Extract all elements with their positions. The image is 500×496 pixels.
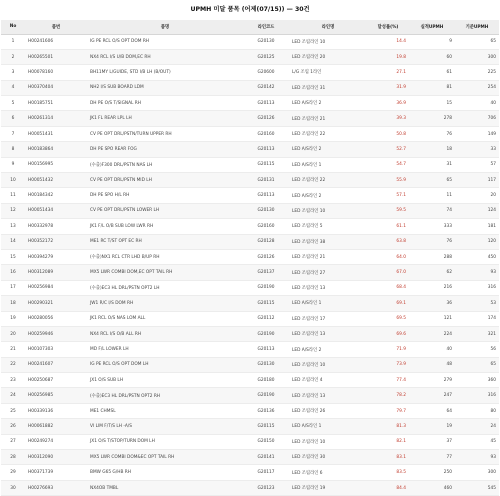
cell-actual-upmh: 48 (409, 357, 455, 372)
table-row (1, 450, 499, 465)
cell-target-upmh: 300 (455, 465, 499, 480)
cell-line-code: G20112 (243, 311, 289, 326)
cell-achievement: 84.4 (367, 480, 409, 495)
cell-actual-upmh: 460 (409, 480, 455, 495)
cell-target-upmh: 181 (455, 219, 499, 234)
cell-line-code: G20125 (243, 49, 289, 64)
cell-actual-upmh: 15 (409, 96, 455, 111)
cell-part-name: VI LIM F/T/S LH -A/S (87, 419, 243, 434)
cell-line-name: LED 조립라인 31 (289, 80, 367, 95)
cell-line-code: G20123 (243, 480, 289, 495)
cell-no: 25 (1, 403, 25, 418)
cell-part-no: H00156995 (25, 157, 87, 172)
cell-achievement: 71.9 (367, 342, 409, 357)
cell-actual-upmh: 278 (409, 111, 455, 126)
cell-achievement: 83.5 (367, 465, 409, 480)
cell-line-code: G20128 (243, 234, 289, 249)
cell-achievement: 50.8 (367, 126, 409, 141)
cell-achievement: 14.4 (367, 34, 409, 49)
cell-actual-upmh: 36 (409, 296, 455, 311)
cell-line-name: LED A/S라인 2 (289, 188, 367, 203)
cell-actual-upmh: 74 (409, 203, 455, 218)
cell-line-name: LED 조립라인 30 (289, 450, 367, 465)
cell-part-name: (수출)F300 DRL/PSTN NAS LH (87, 157, 243, 172)
cell-actual-upmh: 76 (409, 234, 455, 249)
cell-part-no: H00259946 (25, 326, 87, 341)
cell-target-upmh: 24 (455, 419, 499, 434)
cell-part-name: ME1 CHMSL (87, 403, 243, 418)
col-header-line-code: 라인코드 (243, 20, 289, 34)
cell-target-upmh: 124 (455, 203, 499, 218)
cell-no: 3 (1, 65, 25, 80)
upmh-table (1, 20, 499, 496)
cell-part-name: (수출)EC3 HL DRL/PSTN OPT2 LH (87, 280, 243, 295)
cell-line-name: LED 조립라인 22 (289, 173, 367, 188)
cell-line-name: LED 조립라인 6 (289, 465, 367, 480)
cell-part-name: IG PE RCL O/S OPT DOM LH (87, 357, 243, 372)
table-row (1, 188, 499, 203)
cell-line-name: LED 조립라인 20 (289, 49, 367, 64)
cell-part-name: CV PE OPT DRL/PSTN/TURN UPPER RH (87, 126, 243, 141)
cell-actual-upmh: 279 (409, 373, 455, 388)
cell-part-name: MD F/L LOWER LH (87, 342, 243, 357)
cell-part-name: JK1 FL REAR LPL LH (87, 111, 243, 126)
cell-achievement: 83.1 (367, 450, 409, 465)
cell-line-code: G20190 (243, 280, 289, 295)
cell-achievement: 68.4 (367, 280, 409, 295)
cell-target-upmh: 360 (455, 373, 499, 388)
cell-target-upmh: 254 (455, 80, 499, 95)
cell-part-no: H00051434 (25, 203, 87, 218)
table-row (1, 480, 499, 495)
cell-part-no: H00312090 (25, 450, 87, 465)
cell-part-no: H00280056 (25, 311, 87, 326)
cell-line-name: LED 조립라인 13 (289, 280, 367, 295)
cell-no: 2 (1, 49, 25, 64)
cell-part-no: H00061882 (25, 419, 87, 434)
table-row (1, 203, 499, 218)
table-row (1, 280, 499, 295)
cell-line-code: G20142 (243, 80, 289, 95)
cell-achievement: 67.0 (367, 265, 409, 280)
col-header-line-name: 라인명 (289, 20, 367, 34)
cell-line-name: LED A/S라인 2 (289, 342, 367, 357)
cell-achievement: 82.1 (367, 434, 409, 449)
table-row (1, 311, 499, 326)
cell-line-name: LED 조립라인 5 (289, 219, 367, 234)
table-row (1, 465, 499, 480)
col-header-part-name: 품명 (87, 20, 243, 34)
cell-no: 23 (1, 373, 25, 388)
table-row (1, 357, 499, 372)
cell-target-upmh: 545 (455, 480, 499, 495)
cell-line-code: G20136 (243, 403, 289, 418)
table-row (1, 249, 499, 264)
cell-no: 1 (1, 34, 25, 49)
cell-no: 9 (1, 157, 25, 172)
cell-line-code: G20150 (243, 434, 289, 449)
cell-achievement: 77.4 (367, 373, 409, 388)
cell-line-code: G20115 (243, 296, 289, 311)
cell-no: 19 (1, 311, 25, 326)
cell-no: 17 (1, 280, 25, 295)
cell-actual-upmh: 216 (409, 280, 455, 295)
table-row (1, 296, 499, 311)
cell-achievement: 19.8 (367, 49, 409, 64)
cell-actual-upmh: 247 (409, 388, 455, 403)
cell-line-name: LED 조립라인 17 (289, 311, 367, 326)
cell-actual-upmh: 224 (409, 326, 455, 341)
cell-part-no: H00249274 (25, 434, 87, 449)
cell-part-no: H00370404 (25, 80, 87, 95)
cell-no: 7 (1, 126, 25, 141)
cell-achievement: 54.7 (367, 157, 409, 172)
cell-no: 14 (1, 234, 25, 249)
cell-line-name: LED A/S라인 1 (289, 157, 367, 172)
cell-target-upmh: 174 (455, 311, 499, 326)
cell-no: 28 (1, 450, 25, 465)
cell-part-no: H00107303 (25, 342, 87, 357)
cell-achievement: 63.8 (367, 234, 409, 249)
table-row (1, 34, 499, 49)
table-row (1, 342, 499, 357)
cell-no: 6 (1, 111, 25, 126)
cell-actual-upmh: 40 (409, 342, 455, 357)
cell-part-name: DH PE O/S T/SIGNAL RH (87, 96, 243, 111)
cell-no: 29 (1, 465, 25, 480)
cell-no: 11 (1, 188, 25, 203)
cell-line-code: G20126 (243, 111, 289, 126)
cell-line-code: G20113 (243, 342, 289, 357)
cell-part-name: DH PE SPO H/L RH (87, 188, 243, 203)
cell-actual-upmh: 288 (409, 249, 455, 264)
cell-part-no: H00339136 (25, 403, 87, 418)
table-row (1, 142, 499, 157)
cell-part-name: NX4 RCL I/S U/B DOM,EC RH (87, 49, 243, 64)
cell-target-upmh: 56 (455, 342, 499, 357)
cell-target-upmh: 53 (455, 296, 499, 311)
cell-actual-upmh: 77 (409, 450, 455, 465)
cell-actual-upmh: 9 (409, 34, 455, 49)
cell-part-name: IG PE RCL O/S OPT DOM RH (87, 34, 243, 49)
cell-target-upmh: 225 (455, 65, 499, 80)
report-title: UPMH 미달 품목 (어제(07/15)) — 30건 (190, 6, 310, 13)
cell-actual-upmh: 62 (409, 265, 455, 280)
cell-target-upmh: 300 (455, 49, 499, 64)
cell-line-name: L/G 조립 1라인 (289, 65, 367, 80)
cell-achievement: 61.1 (367, 219, 409, 234)
table-body (1, 34, 499, 496)
cell-line-name: LED A/S라인 2 (289, 96, 367, 111)
table-row (1, 434, 499, 449)
cell-achievement: 57.1 (367, 188, 409, 203)
cell-line-name: LED A/S라인 2 (289, 142, 367, 157)
cell-target-upmh: 93 (455, 265, 499, 280)
cell-line-name: LED 조립라인 10 (289, 434, 367, 449)
cell-achievement: 64.0 (367, 249, 409, 264)
cell-line-name: LED 조립라인 27 (289, 265, 367, 280)
cell-actual-upmh: 37 (409, 434, 455, 449)
cell-line-name: LED 조립라인 38 (289, 234, 367, 249)
cell-line-code: G20160 (243, 126, 289, 141)
table-row (1, 373, 499, 388)
cell-actual-upmh: 81 (409, 80, 455, 95)
cell-achievement: 55.9 (367, 173, 409, 188)
cell-actual-upmh: 11 (409, 188, 455, 203)
cell-no: 12 (1, 203, 25, 218)
cell-part-name: BH11MY L/GUIDE, STD I/B LH (B/OUT) (87, 65, 243, 80)
cell-no: 4 (1, 80, 25, 95)
cell-part-name: DH PE SPO REAR FOG (87, 142, 243, 157)
cell-line-code: G20115 (243, 157, 289, 172)
cell-part-no: H00256984 (25, 280, 87, 295)
cell-no: 20 (1, 326, 25, 341)
cell-no: 18 (1, 296, 25, 311)
cell-no: 27 (1, 434, 25, 449)
cell-actual-upmh: 65 (409, 173, 455, 188)
cell-no: 10 (1, 173, 25, 188)
cell-line-code: G20130 (243, 34, 289, 49)
cell-line-name: LED A/S라인 1 (289, 419, 367, 434)
cell-no: 13 (1, 219, 25, 234)
cell-no: 5 (1, 96, 25, 111)
cell-part-name: JX1 O/S SUB LH (87, 373, 243, 388)
cell-target-upmh: 117 (455, 173, 499, 188)
cell-part-name: JX1 O/S T/STOP/TURN DOM LH (87, 434, 243, 449)
cell-part-no: H00290321 (25, 296, 87, 311)
col-header-no: No (1, 20, 25, 34)
cell-achievement: 36.9 (367, 96, 409, 111)
cell-line-code: G20131 (243, 173, 289, 188)
cell-achievement: 27.1 (367, 65, 409, 80)
cell-target-upmh: 706 (455, 111, 499, 126)
cell-part-no: H00185751 (25, 96, 87, 111)
col-header-target-upmh: 기준UPMH (455, 20, 499, 34)
cell-part-name: JK1 F/L O/B SUB LOW LWR RH (87, 219, 243, 234)
cell-line-code: G20113 (243, 188, 289, 203)
table-header-row (1, 20, 499, 34)
cell-part-no: H00241607 (25, 357, 87, 372)
cell-achievement: 52.7 (367, 142, 409, 157)
cell-target-upmh: 316 (455, 280, 499, 295)
cell-part-no: H00312089 (25, 265, 87, 280)
col-header-achievement: 달성률(%) (367, 20, 409, 34)
table-row (1, 326, 499, 341)
table-row (1, 65, 499, 80)
cell-part-name: (수출)NX1 RCL CTR LHD B/UP RH (87, 249, 243, 264)
cell-part-no: H00371739 (25, 465, 87, 480)
cell-line-code: G20190 (243, 388, 289, 403)
cell-line-name: LED 조립라인 13 (289, 326, 367, 341)
cell-no: 21 (1, 342, 25, 357)
cell-no: 24 (1, 388, 25, 403)
cell-part-name: NX4OB TMBL (87, 480, 243, 495)
cell-actual-upmh: 64 (409, 403, 455, 418)
cell-part-name: (수출)EC3 HL DRL/PSTN OPT2 RH (87, 388, 243, 403)
cell-line-name: LED 조립라인 13 (289, 388, 367, 403)
cell-part-no: H00276693 (25, 480, 87, 495)
cell-line-code: G20160 (243, 219, 289, 234)
table-row (1, 419, 499, 434)
cell-target-upmh: 20 (455, 188, 499, 203)
cell-target-upmh: 93 (455, 450, 499, 465)
cell-achievement: 73.9 (367, 357, 409, 372)
cell-no: 16 (1, 265, 25, 280)
cell-achievement: 59.5 (367, 203, 409, 218)
cell-actual-upmh: 31 (409, 157, 455, 172)
cell-part-no: H00078160 (25, 65, 87, 80)
cell-line-name: LED 조립라인 19 (289, 480, 367, 495)
cell-part-no: H00256985 (25, 388, 87, 403)
cell-target-upmh: 450 (455, 249, 499, 264)
cell-line-code: G20117 (243, 465, 289, 480)
cell-line-code: G20130 (243, 357, 289, 372)
table-row (1, 219, 499, 234)
cell-target-upmh: 149 (455, 126, 499, 141)
cell-line-name: LED 조립라인 4 (289, 373, 367, 388)
cell-target-upmh: 65 (455, 357, 499, 372)
cell-part-name: CV PE OPT DRL/PSTN MID LH (87, 173, 243, 188)
table-row (1, 111, 499, 126)
table-row (1, 403, 499, 418)
cell-achievement: 31.9 (367, 80, 409, 95)
cell-target-upmh: 80 (455, 403, 499, 418)
cell-target-upmh: 57 (455, 157, 499, 172)
cell-target-upmh: 45 (455, 434, 499, 449)
table-row (1, 96, 499, 111)
cell-part-name: NX4 RCL I/S O/B ALL RH (87, 326, 243, 341)
cell-line-code: G20113 (243, 142, 289, 157)
cell-part-name: MX5 LWR COMBI DOM,EC OPT TAIL RH (87, 265, 243, 280)
table-row (1, 157, 499, 172)
cell-part-no: H00051431 (25, 126, 87, 141)
cell-line-code: G20130 (243, 203, 289, 218)
cell-line-name: LED 조립라인 10 (289, 34, 367, 49)
cell-part-no: H00184342 (25, 188, 87, 203)
cell-line-code: G20115 (243, 419, 289, 434)
table-row (1, 173, 499, 188)
cell-line-name: LED 조립라인 21 (289, 111, 367, 126)
cell-actual-upmh: 121 (409, 311, 455, 326)
cell-no: 22 (1, 357, 25, 372)
cell-part-name: NH2 I/S SUB BOARD LDM (87, 80, 243, 95)
cell-line-code: G20600 (243, 65, 289, 80)
cell-part-name: MX5 LWR COMBI DOM&EC OPT TAIL RH (87, 450, 243, 465)
cell-line-code: G20141 (243, 450, 289, 465)
table-row (1, 265, 499, 280)
cell-achievement: 69.5 (367, 311, 409, 326)
cell-no: 8 (1, 142, 25, 157)
cell-achievement: 69.6 (367, 326, 409, 341)
cell-part-no: H00241606 (25, 34, 87, 49)
cell-actual-upmh: 61 (409, 65, 455, 80)
cell-actual-upmh: 18 (409, 142, 455, 157)
cell-actual-upmh: 250 (409, 465, 455, 480)
cell-target-upmh: 33 (455, 142, 499, 157)
cell-actual-upmh: 76 (409, 126, 455, 141)
cell-achievement: 69.1 (367, 296, 409, 311)
cell-no: 26 (1, 419, 25, 434)
cell-target-upmh: 40 (455, 96, 499, 111)
cell-line-name: LED 조립라인 10 (289, 357, 367, 372)
cell-target-upmh: 321 (455, 326, 499, 341)
cell-line-name: LED 조립라인 22 (289, 126, 367, 141)
col-header-actual-upmh: 실적UPMH (409, 20, 455, 34)
cell-part-no: H00265501 (25, 49, 87, 64)
cell-actual-upmh: 333 (409, 219, 455, 234)
cell-target-upmh: 65 (455, 34, 499, 49)
cell-part-name: CV PE OPT DRL/PSTN LOWER LH (87, 203, 243, 218)
cell-line-code: G20137 (243, 265, 289, 280)
cell-achievement: 78.2 (367, 388, 409, 403)
table-row (1, 234, 499, 249)
cell-line-name: LED 조립라인 10 (289, 203, 367, 218)
cell-no: 15 (1, 249, 25, 264)
cell-part-name: ME1 RC T/ST OPT EC RH (87, 234, 243, 249)
cell-part-name: JK1 RCL O/S NAS LOM ALL (87, 311, 243, 326)
cell-part-no: H00352172 (25, 234, 87, 249)
cell-achievement: 81.3 (367, 419, 409, 434)
cell-actual-upmh: 19 (409, 419, 455, 434)
cell-part-no: H00394279 (25, 249, 87, 264)
table-row (1, 49, 499, 64)
cell-part-name: JW1 R/C I/S DOM RH (87, 296, 243, 311)
cell-line-code: G20190 (243, 326, 289, 341)
cell-line-code: G20113 (243, 96, 289, 111)
cell-line-code: G20126 (243, 249, 289, 264)
cell-no: 30 (1, 480, 25, 495)
cell-part-no: H00250687 (25, 373, 87, 388)
cell-actual-upmh: 60 (409, 49, 455, 64)
cell-part-no: H00051432 (25, 173, 87, 188)
cell-line-code: G20180 (243, 373, 289, 388)
cell-target-upmh: 316 (455, 388, 499, 403)
cell-line-name: LED A/S라인 1 (289, 296, 367, 311)
cell-line-name: LED 조립라인 26 (289, 403, 367, 418)
cell-achievement: 79.7 (367, 403, 409, 418)
table-row (1, 388, 499, 403)
cell-line-name: LED 조립라인 21 (289, 249, 367, 264)
cell-achievement: 39.3 (367, 111, 409, 126)
table-row (1, 80, 499, 95)
cell-part-name: BMW G65 G/HB RH (87, 465, 243, 480)
cell-part-no: H00332978 (25, 219, 87, 234)
cell-part-no: H00183864 (25, 142, 87, 157)
table-row (1, 126, 499, 141)
cell-part-no: H00261314 (25, 111, 87, 126)
cell-target-upmh: 120 (455, 234, 499, 249)
col-header-part-no: 품번 (25, 20, 87, 34)
